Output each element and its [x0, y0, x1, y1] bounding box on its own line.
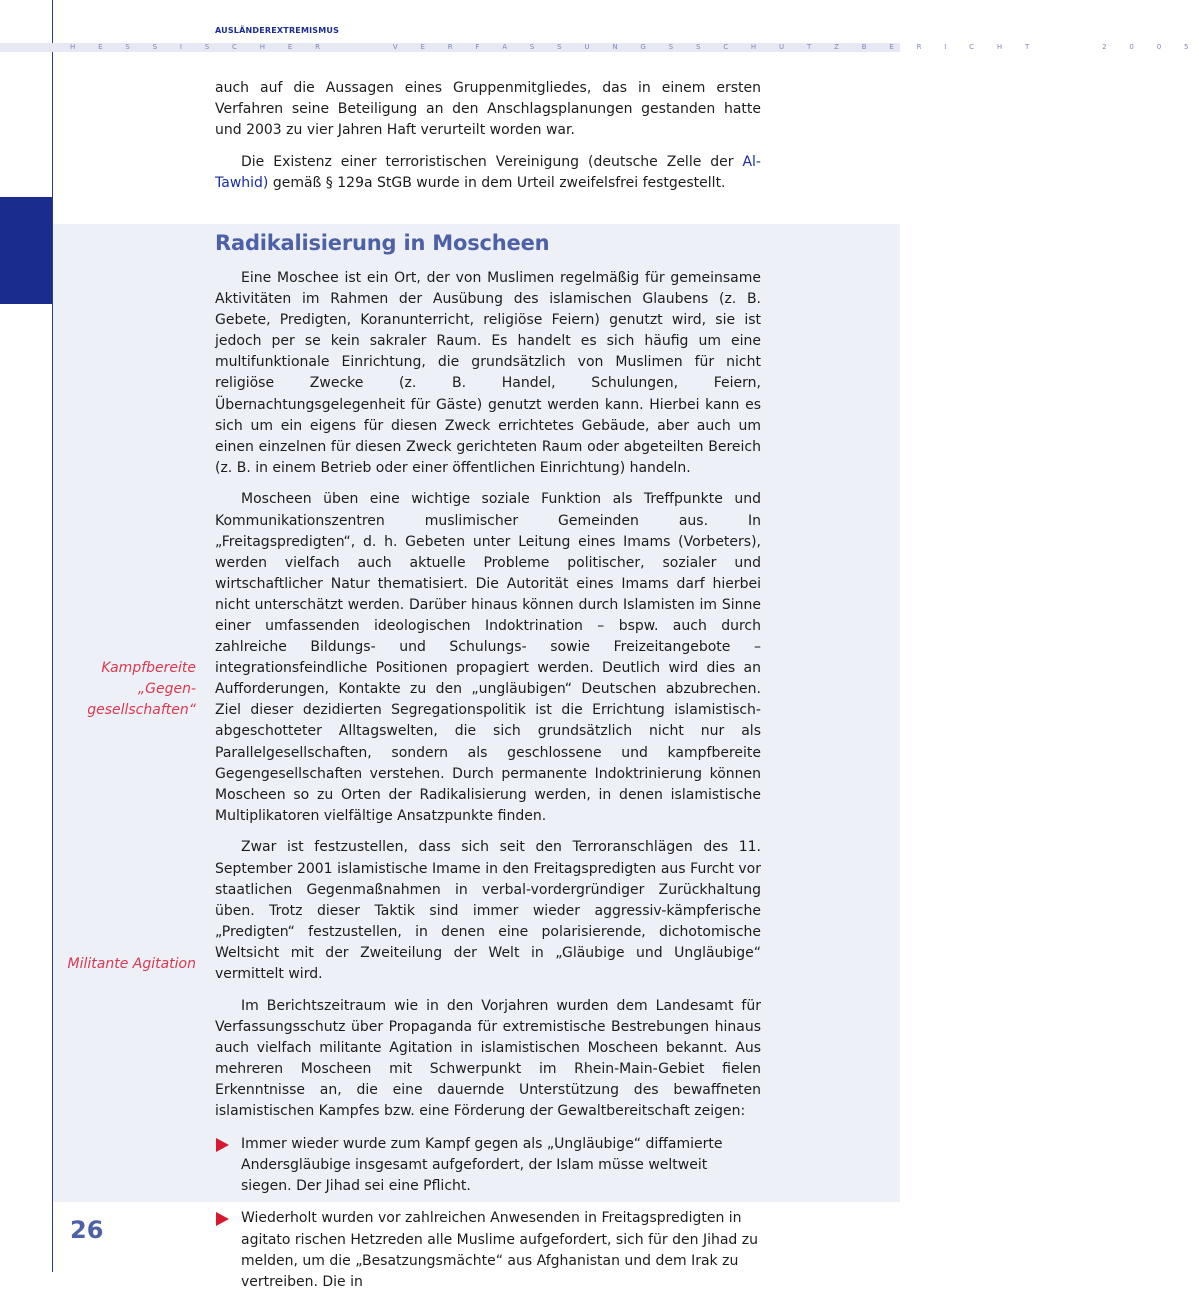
- bullet-list: [215, 1134, 761, 1293]
- page-number: 26: [70, 1216, 104, 1244]
- list-item: [215, 1208, 761, 1292]
- section-kicker: AUSLÄNDEREXTREMISMUS: [215, 26, 340, 35]
- al-tawhid-link[interactable]: Al-Tawhid): [215, 153, 761, 191]
- triangle-bullet-icon: [216, 1212, 229, 1226]
- body-paragraph-2: Moscheen üben eine wichtige soziale Funktion als Treffpunkte und Kommunikationszentren muslimischer Gemeinden aus. In „Freitagspredigten“, d. h. Gebeten unter Leitung eines Imams (Vorbeters), werden vielfach auch aktuelle Probleme politischer, sozialer und wirtschaftlicher Natur thematisiert. Die Autorität eines Imams darf hierbei nicht unterschätzt werden. Darüber hinaus können durch Islamisten im Sinne einer umfassenden ideologischen Indoktrination – bspw. auch durch zahlreiche Bildungs- und Schulungs- sowie Freizeitangebote – integrationsfeindliche Positionen propagiert werden. Deutlich wird dies an Aufforderungen, Kontakte zu den „ungläubigen“ Deutschen abzubrechen. Ziel dieser dezidierten Segregationspolitik ist die Errichtung islamistisch-abgeschotteter Alltagswelten, die sich grundsätzlich nicht nur als Parallelgesellschaften, sondern als geschlossene und kampfbereite Gegengesellschaften verstehen. Durch permanente Indoktrinierung können Moscheen so zu Orten der Radikalisierung werden, in denen islamistische Multiplikatoren vielfältige Ansatzpunkte finden.: [215, 491, 761, 824]
- body-paragraph-3: Zwar ist festzustellen, dass sich seit den Terroranschlägen des 11. September 2001 islamistische Imame in den Freitagspredigten aus Furcht vor staatlichen Gegenmaßnahmen in verbal-vordergründiger Zurückhaltung üben. Trotz dieser Taktik sind immer wieder aggressiv-kämpferische „Predigten“ festzustellen, in denen eine polarisierende, dichotomische Weltsicht mit der Zweiteilung der Welt in „Gläubige und Ungläubige“ vermittelt wird.: [215, 839, 761, 982]
- section-body: [215, 268, 761, 1293]
- margin-note-militante-agitation: Militante Agitation: [67, 956, 196, 972]
- margin-note-kampfbereite: [46, 658, 196, 721]
- body-paragraph-1: Eine Moschee ist ein Ort, der von Muslimen regelmäßig für gemeinsame Aktivitäten im Rahmen der Ausübung des islamischen Glaubens (z. B. Gebete, Predigten, Koranunterricht, religiöse Feiern) genutzt wird, sie ist jedoch per se kein sakraler Raum. Es handelt es sich häufig um eine multifunktionale Einrichtung, die grundsätzlich von Muslimen für nicht religiöse Zwecke (z. B. Handel, Schulungen, Feiern, Übernachtungsgelegenheit für Gäste) genutzt werden kann. Hierbei kann es sich um ein eigens für diesen Zweck errichtetes Gebäude, aber auch um einen einzelnen für diesen Zweck gerichteten Raum oder abgeteilten Bereich (z. B. in einem Betrieb oder einer öffentlichen Einrichtung) handeln.: [215, 270, 761, 476]
- bullet-text: Immer wieder wurde zum Kampf gegen als „Ungläubige“ diffamierte Andersgläubige insgesamt aufgefordert, der Islam müsse weltweit siegen. Der Jihad sei eine Pflicht.: [241, 1136, 723, 1195]
- section-heading: Radikalisierung in Moscheen: [215, 231, 550, 255]
- margin-note-line: gesellschaften“: [87, 702, 196, 719]
- intro-text: [215, 78, 761, 194]
- chapter-color-tab: [0, 197, 52, 304]
- triangle-bullet-icon: [216, 1138, 229, 1152]
- intro-paragraph-2-start: Die Existenz einer terroristischen Vereinigung (deutsche Zelle der: [241, 153, 743, 170]
- intro-paragraph-1: auch auf die Aussagen eines Gruppenmitgliedes, das in einem ersten Verfahren seine Beteiligung an den Anschlagsplanungen gestanden hatte und 2003 zu vier Jahren Haft verurteilt worden war.: [215, 80, 761, 139]
- bullet-text: Wiederholt wurden vor zahlreichen Anwesenden in Freitagspredigten in agitato rischen Hetzreden alle Muslime aufgefordert, sich für den Jihad zu melden, um die „Besatzungsmächte“ aus Afghanistan und dem Irak zu vertreiben. Die in: [241, 1210, 758, 1290]
- running-title: H E S S I S C H E R V E R F A S S U N G S S C H U T Z B E R I C H T 2 0 0 5: [70, 43, 1199, 51]
- body-paragraph-4: Im Berichtszeitraum wie in den Vorjahren wurden dem Landesamt für Verfassungsschutz über Propaganda für extremistische Bestrebungen hinaus auch vielfach militante Agitation in islamistischen Moscheen bekannt. Aus mehreren Moscheen mit Schwerpunkt im Rhein-Main-Gebiet fielen Erkenntnisse an, die eine dauernde Unterstützung des bewaffneten islamistischen Kampfes bzw. eine Förderung der Gewaltbereitschaft zeigen:: [215, 997, 761, 1120]
- intro-paragraph-2: [215, 152, 761, 194]
- intro-paragraph-2-end: gemäß § 129a StGB wurde in dem Urteil zweifelsfrei festgestellt.: [268, 174, 726, 191]
- list-item: [215, 1134, 761, 1197]
- margin-note-line: Kampfbereite: [101, 660, 196, 676]
- margin-note-line: „Gegen-: [137, 681, 196, 698]
